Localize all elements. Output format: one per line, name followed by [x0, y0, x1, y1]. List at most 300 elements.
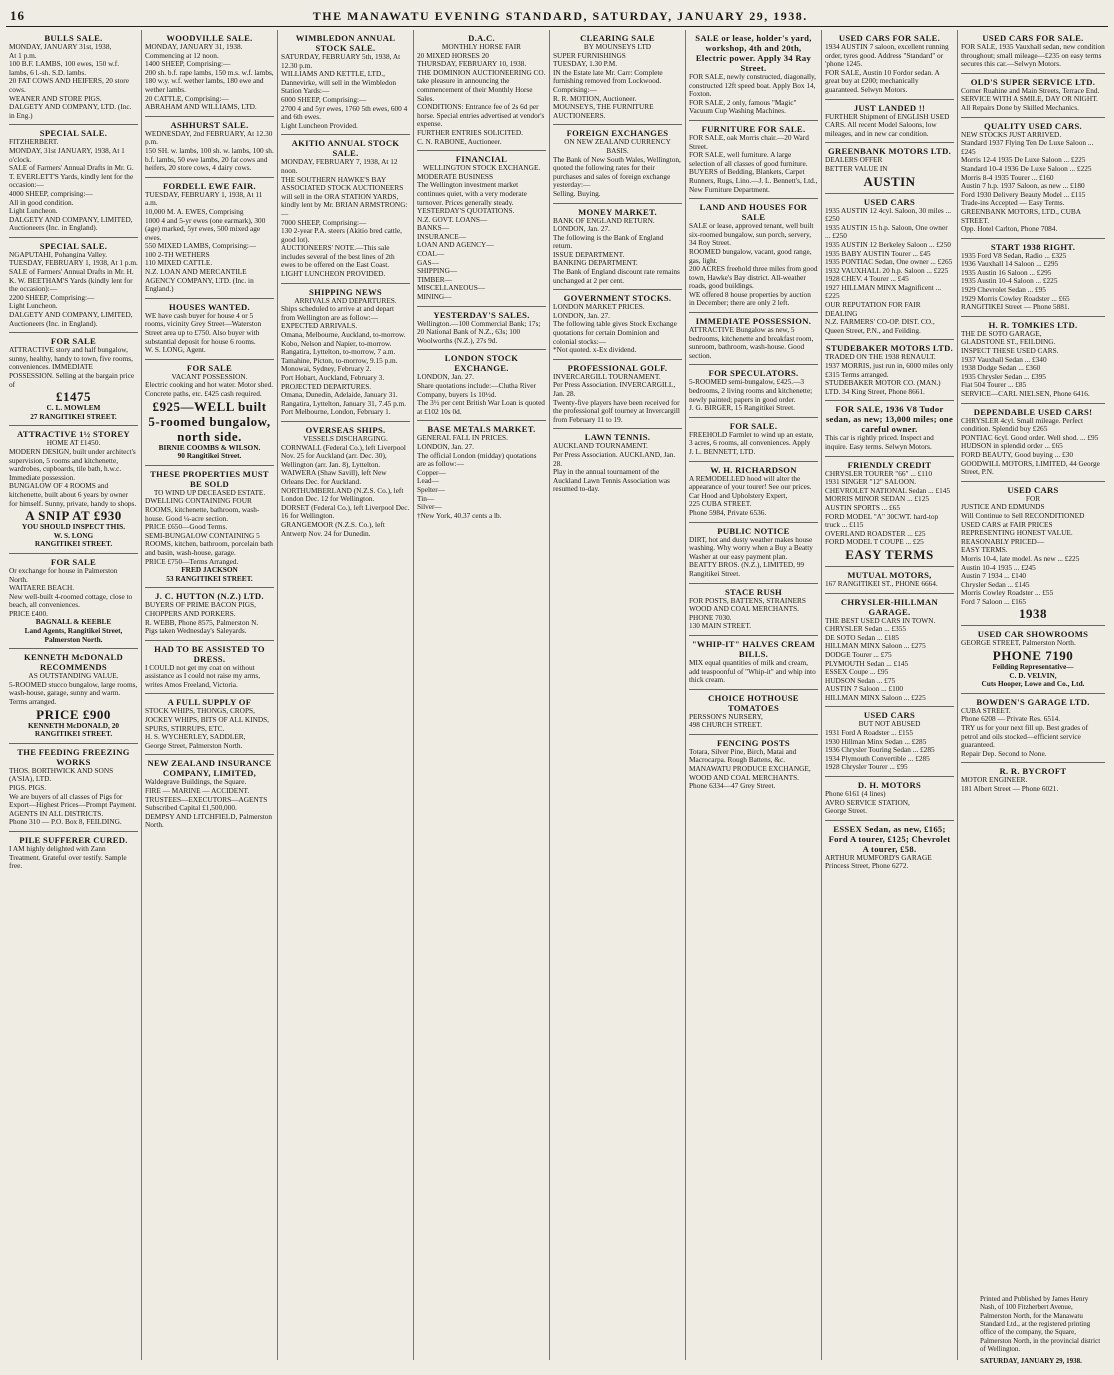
ad-text-line: WEDNESDAY, 2nd FEBRUARY, At 12.30 p.m.	[145, 128, 273, 147]
ad-text-line: DE SOTO Sedan ... £185	[825, 632, 899, 642]
ad-text-line: Standard 1937 Flying Ten De Luxe Saloon ... £245	[961, 138, 1094, 156]
ad-text-line: N.Z. LOAN AND MERCANTILE AGENCY COMPANY, LTD. (Inc. in England.)	[145, 267, 254, 294]
ad-text-line: DEALERS OFFER	[825, 155, 883, 165]
ad-text-line: Ford 1930 Delivery Beauty Model ... £115	[961, 189, 1086, 199]
ad-text-line: 1935 AUSTIN 12 Berkeley Saloon ... £250	[825, 239, 951, 249]
ad-text-line: SALE or lease, approved tenant, well built six-roomed bungalow, sun porch, servery, 34 Roy Street.	[689, 221, 814, 248]
column-container	[6, 30, 1108, 1360]
classified-ad	[689, 199, 818, 313]
ad-heading: ESSEX Sedan, as new, £165; Ford A tourer, £125; Chevrolet A tourer, £58.	[828, 823, 951, 854]
ad-text-line: CHEVROLET NATIONAL Sedan ... £145	[825, 485, 951, 495]
ad-text-line: SUPER FURNISHINGS	[553, 50, 626, 60]
ad-text-line: Pigs taken Wednesday's Saleyards.	[145, 626, 247, 636]
ad-text-line: Morris 12-4 1935 De Luxe Saloon ... £225	[961, 155, 1086, 165]
ad-text-line: LONDON, Jan. 27.	[553, 310, 610, 320]
ad-text-line: The Bank of England discount rate remains unchanged at 2 per cent.	[553, 267, 680, 285]
ad-text-line: Fiat 504 Tourer ... £85	[961, 380, 1027, 390]
ad-text-line: Morris 8-4 1935 Tourer ... £160	[961, 172, 1054, 182]
ad-text-line: MODERATE BUSINESS	[417, 171, 494, 181]
ad-text-line: 2700 4 and 5yr ewes, 1760 5th ewes, 600 4 and 6th ewes.	[281, 103, 408, 122]
ad-heading: WOODVILLE SALE.	[166, 33, 253, 43]
classified-ad	[9, 238, 138, 333]
ad-subheading: AS OUTSTANDING VALUE.	[28, 671, 119, 681]
ad-text-line: I AM highly delighted with Zann Treatment. Grateful over testify. Sample free.	[9, 843, 127, 871]
ad-text-line: We are buyers of all classes of Pigs for Export—Highest Prices—Prompt Payment.	[9, 791, 137, 810]
ad-heading: JUST LANDED !!	[853, 102, 926, 113]
ad-text-line: MINING—	[417, 292, 452, 302]
ad-heading: LONDON STOCK EXCHANGE.	[444, 353, 519, 374]
classified-ad	[145, 299, 274, 360]
ad-text-line: JUSTICE AND EDMUNDS	[961, 502, 1045, 512]
ad-text-line: Phone 310 — P.O. Box 8, FEILDING.	[9, 817, 122, 827]
ad-heading: THE FEEDING FREEZING WORKS	[17, 746, 130, 767]
ad-text-line: GEORGE STREET, Palmerston North.	[961, 638, 1076, 648]
ad-text-line: COAL—	[417, 249, 445, 259]
ad-heading: STUDEBAKER MOTORS LTD.	[825, 343, 954, 354]
ad-text-line: Ships scheduled to arrive at and depart from Wellington are as follow:—	[281, 304, 395, 322]
ad-text-line: Waldegrave Buildings, the Square.	[145, 777, 247, 787]
ad-text-line: 4000 SHEEP, comprising:—	[9, 188, 93, 198]
ad-text-line: FURTHER ENTRIES SOLICITED.	[417, 127, 523, 137]
imprint-text: Printed and Published by James Henry Nash, of 100 Fitzherbert Avenue, Palmerston North, for the Manawatu Standard Ltd., at the registered printing office of the company, the Square, Palmerston North, in the provincial district of Wellington.	[980, 1294, 1101, 1354]
classified-ad	[553, 290, 682, 360]
ad-text-line: 20 CATTLE, Comprising:—	[145, 93, 229, 103]
classified-ad	[961, 763, 1105, 797]
classified-ad	[825, 457, 954, 567]
ad-text-line: FOR SALE, newly constructed, diagonally, constructed 12ft speed boat. Apply Box 14, Foxton.	[689, 72, 817, 99]
ad-text-line: PLYMOUTH Sedan ... £145	[825, 658, 909, 668]
ad-heading: FOR SALE	[50, 336, 97, 347]
ad-text-line: Twenty-five players have been received for the professional golf tourney at Invercargill from February 11 to 19.	[553, 397, 680, 424]
ad-text-line: NGAPUTAHI, Pohangina Valley.	[9, 249, 108, 259]
ad-text-line: Rangatira, Lyttelton, to-morrow, 7 a.m.	[281, 347, 396, 357]
ad-heading: SHIPPING NEWS	[309, 286, 382, 297]
ad-text-line: Morris 10-4, late model. As new ... £225	[961, 553, 1080, 563]
ad-text-line: GENERAL FALL IN PRICES.	[417, 433, 508, 443]
classified-ad	[417, 151, 546, 307]
ad-heading: FOR SALE	[186, 362, 233, 373]
ad-text-line: THURSDAY, FEBRUARY 10, 1938.	[417, 59, 527, 69]
ad-text-line: WEANER AND STORE PIGS.	[9, 93, 102, 103]
classified-ad	[961, 404, 1105, 482]
ad-text-line: Rangatira, Lyttelton, January 31, 7.45 p.m.	[281, 398, 407, 408]
ad-text-line: ABRAHAM AND WILLIAMS, LTD.	[145, 102, 257, 112]
ad-text-line: All Repairs Done by Skilled Mechanics.	[961, 102, 1079, 112]
ad-text-line: GLADSTONE ST., FEILDING.	[961, 337, 1056, 347]
ad-text-line: INVERCARGILL TOURNAMENT.	[553, 371, 661, 381]
ad-heading: FINANCIAL	[455, 154, 508, 165]
classified-ad	[553, 125, 682, 203]
ad-text-line: THE DOMINION AUCTIONEERING CO. take pleasure in announcing the commencement of their Monthly Horse Sales.	[417, 67, 546, 103]
classified-ad	[825, 340, 954, 401]
ad-text-line: CONDITIONS: Entrance fee of 2s 6d per horse. Special entries advertised at vendor's expense.	[417, 102, 545, 129]
ad-heading: FOREIGN EXCHANGES	[566, 128, 669, 139]
ad-text-line: Austin 7 1934 ... £140	[961, 571, 1027, 581]
ad-subheading: VACANT POSSESSION.	[171, 371, 248, 381]
ad-text-line: NEW STOCKS JUST ARRIVED.	[961, 129, 1062, 139]
ad-heading: USED CARS	[863, 196, 916, 207]
newspaper-column-5	[550, 30, 686, 1360]
ad-subheading: BY MOUNSEYS LTD	[583, 42, 652, 51]
ad-heading: GOVERNMENT STOCKS.	[563, 293, 672, 304]
ad-text-line: W. S. LONG, Agent.	[145, 345, 206, 355]
classified-ad	[825, 594, 954, 708]
ad-text-line: PHONE 7030.	[689, 612, 732, 622]
classified-ad	[689, 121, 818, 199]
classified-ad	[145, 755, 274, 834]
ad-text-line: SEMI-BUNGALOW CONTAINING 5 ROOMS, kitchen, bathroom, porcelain bath and basin, wash-house, garage.	[145, 530, 273, 557]
ad-text-line: George Street, Palmerston North.	[145, 740, 243, 750]
ad-text-line: 110 MIXED CATTLE.	[145, 258, 213, 268]
classified-ad	[145, 117, 274, 178]
ad-heading: GREENBANK MOTORS LTD.	[827, 146, 952, 157]
ad-heading: J. C. HUTTON (N.Z.) LTD.	[155, 591, 264, 602]
ad-subheading: WELLINGTON STOCK EXCHANGE.	[422, 163, 541, 173]
classified-ad	[9, 333, 138, 426]
newspaper-column-6	[686, 30, 822, 1360]
ad-text-line: Repair Dep. Second to None.	[961, 748, 1047, 758]
ad-text-line: R. R. MOTION, Auctioneer.	[553, 93, 637, 103]
ad-text-line: PRICE £650—Good Terms.	[145, 522, 228, 532]
ad-text-line: Share quotations include:—Clutha River Company, buyers 1s 10½d.	[417, 381, 536, 399]
ad-heading: USED CARS	[1007, 484, 1059, 495]
ad-text-line: 1928 Chrysler Tourer ... £95	[825, 762, 908, 772]
ad-text-line: 1929 Morris Cowley Roadster ... £65	[961, 293, 1070, 303]
ad-text-line: Wellington.—100 Commercial Bank; 17s; 20 National Bank of N.Z., 63s; 100 Woolworths (N.Z.), 27s 9d.	[417, 318, 541, 345]
ad-text-line: 200 ACRES freehold three miles from good town, Hawke's Bay district. All-weather roads, good buildings.	[689, 264, 818, 291]
ad-text-line: 550 MIXED LAMBS, Comprising:—	[145, 241, 257, 251]
ad-text-line: N.Z. FARMERS' CO-OP. DIST. CO.,	[825, 317, 935, 327]
ad-display-text: PHONE 7190	[992, 648, 1074, 664]
classified-ad	[689, 523, 818, 584]
ad-text-line: R. WEBB, Phone 8575, Palmerston N.	[145, 617, 259, 627]
ad-heading: W. H. RICHARDSON	[710, 464, 797, 475]
ad-text-line: The following table gives Stock Exchange quotations for certain Dominion and colonial stocks:—	[553, 319, 677, 346]
ad-text-line: FOR SALE, Austin 10 Fordor sedan. A great buy at £200; mechanically guaranteed. Selwyn Motors.	[825, 67, 940, 94]
ad-text-line: ARTHUR MUMFORD'S GARAGE	[825, 852, 932, 862]
ad-text-line: Per Press Association. INVERCARGILL, Jan. 28.	[553, 380, 676, 398]
newspaper-column-7	[822, 30, 958, 1360]
ad-display-text: PRICE £900	[36, 706, 111, 722]
ad-text-line: 1928 CHEV. 4 Tourer ... £45	[825, 274, 909, 284]
classified-ad	[825, 821, 954, 875]
classified-ad	[689, 690, 818, 735]
ad-heading: QUALITY USED CARS.	[984, 120, 1082, 131]
ad-text-line: Morris Cowley Roadster ... £55	[961, 588, 1054, 598]
ad-text-line: Trade-ins Accepted — Easy Terms.	[961, 198, 1065, 208]
ad-heading: AKITIO ANNUAL STOCK SALE.	[291, 138, 400, 159]
ad-text-line: FIRE — MARINE — ACCIDENT.	[145, 786, 250, 796]
ad-text-line: PRICE £750—Terms Arranged.	[145, 556, 239, 566]
ad-signature: 27 RANGITIKEI STREET.	[30, 411, 117, 421]
classified-ad	[9, 554, 138, 649]
ad-text-line: FREEHOLD Farmlet to wind up an estate, 3 acres, 6 rooms, all conveniences. Apply	[689, 429, 814, 448]
masthead-spacer	[1095, 8, 1104, 24]
ad-text-line: Corner Ruahine and Main Streets, Terrace End.	[961, 85, 1100, 95]
ad-display-text: A SNIP AT £930	[25, 508, 122, 524]
ad-text-line: Tamahine, Picton, to-morrow, 9.15 p.m.	[281, 355, 398, 365]
ad-heading: SPECIAL SALE.	[39, 128, 108, 139]
ad-text-line: Phone 6334—47 Grey Street.	[689, 781, 776, 791]
classified-ad	[825, 194, 954, 341]
ad-heading: FORDELL EWE FAIR.	[162, 180, 257, 191]
ad-text-line: AGENTS IN ALL DISTRICTS.	[9, 808, 104, 818]
masthead	[6, 8, 1108, 27]
ad-text-line: 181 Albert Street — Phone 6021.	[961, 784, 1059, 793]
ad-text-line: YESTERDAY'S QUOTATIONS.	[417, 206, 515, 216]
ad-heading: "WHIP-IT" HALVES CREAM BILLS.	[691, 638, 816, 659]
ad-text-line: TRY us for your next fill up. Best grades of petrol and oils stocked—efficient service guaranteed.	[961, 723, 1089, 750]
ad-text-line: 5-ROOMED stucco bungalow, large rooms, wash-house, garage, sunny and warm. Terms arranged.	[9, 679, 138, 707]
classified-ad	[825, 707, 954, 777]
ad-text-line: Selling. Buying.	[553, 188, 601, 198]
classified-ad	[145, 641, 274, 695]
ad-text-line: FOR SALE, 1935 Vauxhall sedan, new condition throughout; small mileage—£235 on easy terms secures this car.—Selwyn Motors.	[961, 42, 1105, 69]
ad-text-line: MONDAY, 31st JANUARY, 1938, At 1 o'clock.	[9, 145, 125, 164]
ad-signature: BIRNIE COOMBS & WILSON.	[158, 442, 261, 452]
classified-ad	[689, 30, 818, 121]
ad-signature: RANGITIKEI STREET.	[34, 539, 113, 549]
ad-text-line: 1934 AUSTIN 7 saloon, excellent running order, tyres good. Address "Standard" or 'phone 1245.	[825, 42, 949, 69]
ad-heading: PUBLIC NOTICE	[717, 525, 790, 536]
ad-text-line: MONDAY, JANUARY 31st, 1938,	[9, 42, 112, 51]
ad-heading: USED CAR SHOWROOMS	[977, 629, 1089, 640]
ad-text-line: Or exchange for house in Palmerston North.	[9, 565, 118, 584]
classified-ad	[825, 401, 954, 456]
ad-signature: W. S. LONG	[53, 530, 94, 540]
ad-text-line: 1927 HILLMAN MINX Magnificent ... £225	[825, 282, 942, 301]
ad-text-line: AUSTIN SPORTS ... £65	[825, 502, 900, 512]
ad-text-line: LONDON, Jan. 27.	[553, 224, 610, 234]
classified-ad	[145, 588, 274, 640]
ad-text-line: NORTHUMBERLAND (N.Z.S. Co.), left London Dec. 12 for Wellington.	[281, 485, 404, 504]
ad-heading: SPECIAL SALE.	[39, 240, 108, 251]
ad-text-line: EASY TERMS.	[961, 545, 1008, 555]
ad-text-line: WE have cash buyer for house 4 or 5 rooms, vicinity Grey Street—Waterston Street area up to £750. Also buyer with substantial deposit for house 6 rooms.	[145, 310, 262, 346]
ad-signature: FRED JACKSON	[181, 565, 238, 575]
ad-heading: DEPENDABLE USED CARS!	[973, 406, 1093, 417]
ad-text-line: Phone 5984, Private 6536.	[689, 507, 767, 517]
ad-subheading: BUT NOT ABUSED	[858, 719, 921, 729]
classified-ad	[9, 832, 138, 875]
ad-text-line: DODGE Tourer ... £75	[825, 649, 892, 659]
ad-heading: MONEY MARKET.	[578, 206, 657, 217]
classified-ad	[9, 744, 138, 832]
classified-ad	[689, 462, 818, 523]
ad-text-line: FITZHERBERT.	[9, 137, 59, 147]
classified-ad	[9, 125, 138, 238]
newspaper-column-1	[6, 30, 142, 1360]
ad-signature: BAGNALL & KEEBLE	[35, 617, 112, 627]
ad-signature: C. L. MOWLEM	[46, 403, 101, 413]
newspaper-column-4	[414, 30, 550, 1360]
ad-text-line: INSURANCE—	[417, 231, 467, 241]
ad-text-line: 225 CUBA STREET.	[689, 499, 752, 509]
ad-text-line: WAIWERA (Shaw Savill), left New Orleans Dec. for Auckland.	[281, 468, 387, 486]
ad-text-line: PROJECTED DEPARTURES.	[281, 381, 372, 391]
ad-text-line: Standard 10-4 1936 De Luxe Saloon ... £225	[961, 163, 1092, 173]
classified-ad	[553, 30, 682, 125]
classified-ad	[281, 30, 410, 135]
classified-ad	[961, 694, 1105, 764]
ad-text-line: AUCKLAND TOURNAMENT.	[553, 441, 648, 451]
classified-ad	[553, 204, 682, 291]
ad-text-line: Port Melbourne, London, February 1.	[281, 407, 391, 417]
ad-text-line: SERVICE—CARL NIELSEN, Phone 6416.	[961, 389, 1090, 398]
ad-text-line: ESSEX Coupe ... £95	[825, 667, 889, 677]
ad-text-line: PONTIAC 6cyl. Good order. Well shod. ... £95	[961, 432, 1099, 442]
classified-ad	[417, 421, 546, 524]
ad-subheading: HOME AT £1450.	[46, 438, 101, 448]
ad-text-line: SALE of Farmers' Annual Drafts in Mr. H. K. W. BEETHAM'S Yards (kindly lent for the occasion):—	[9, 267, 134, 294]
ad-heading: FOR SPECULATORS.	[708, 368, 799, 379]
ad-heading: PROFESSIONAL GOLF.	[567, 362, 668, 373]
ad-heading: FOR SALE, 1936 V8 Tudor sedan, as new; 13,000 miles; one careful owner.	[825, 404, 954, 435]
ad-text-line: CORNWALL (Federal Co.), left Liverpool Nov. 25 for Auckland (arr. Dec. 30), Wellington (arr. Jan. 8), Lyttelton.	[281, 442, 406, 469]
ad-heading: CHOICE HOTHOUSE TOMATOES	[708, 692, 799, 713]
ad-text-line: RANGITIKEI Street — Phone 5881.	[961, 302, 1070, 312]
ad-text-line: LONDON MARKET PRICES.	[553, 302, 645, 312]
ad-text-line: 498 CHURCH STREET.	[689, 720, 763, 730]
ad-text-line: 1937 Vauxhall Sedan ... £340	[961, 354, 1047, 364]
ad-text-line: FOR POSTS, BATTENS, STRAINERS	[689, 595, 806, 605]
ad-text-line: J. L. BENNETT, LTD.	[689, 447, 756, 456]
ad-text-line: EXPECTED ARRIVALS.	[281, 321, 358, 331]
ad-text-line: Light Luncheon Provided.	[281, 120, 358, 130]
classified-ad	[9, 426, 138, 554]
ad-text-line: WAITAERE BEACH.	[9, 583, 75, 593]
ad-text-line: DWELLING CONTAINING FOUR ROOMS, kitchenette, bathroom, wash-house. Good ¼-acre section.	[145, 496, 260, 523]
ad-text-line: ATTRACTIVE story and half bungalow, sunny, healthy, handy to town, five rooms, conveniences. IMMEDIATE POSSESSION. Selling at the bargain price of	[9, 345, 135, 389]
ad-text-line: BANKS—	[417, 223, 450, 233]
ad-text-line: ATTRACTIVE Bungalow as new, 5 bedrooms, kitchenette and breakfast room, sunroom, bathroom, wash-house. Good section.	[689, 325, 814, 360]
ad-text-line: FOR SALE, oak Morris chair.—20 Ward Street.	[689, 132, 809, 151]
ad-heading: USED CARS FOR SALE.	[838, 33, 941, 43]
ad-text-line: TRUSTEES—EXECUTORS—AGENTS	[145, 794, 268, 804]
ad-heading: STACE RUSH	[724, 586, 783, 597]
ad-text-line: AVRO SERVICE STATION,	[825, 797, 910, 807]
ad-text-line: GREENBANK MOTORS, LTD., CUBA STREET.	[961, 206, 1081, 225]
ad-text-line: 130 2-year P.A. steers (Akitio bred cattle, good lot).	[281, 226, 402, 244]
ad-text-line: Copper—	[417, 467, 446, 477]
ad-text-line: 167 RANGITIKEI ST., PHONE 6664.	[825, 578, 938, 588]
ad-text-line: INSPECT THESE USED CARS.	[961, 346, 1059, 356]
ad-text-line: MOTOR ENGINEER.	[961, 775, 1028, 785]
ad-heading: NEW ZEALAND INSURANCE COMPANY, LIMITED,	[147, 758, 272, 779]
ad-text-line: 6000 SHEEP, Comprising:—	[281, 94, 367, 104]
ad-text-line: AUCTIONEERS' NOTE.—This sale includes several of the best lines of 2th ewes to be offered on the East Coast.	[281, 243, 395, 270]
ad-text-line: Princess Street, Phone 6272.	[825, 861, 909, 871]
ad-text-line: PERSSON'S NURSERY,	[689, 711, 763, 721]
ad-subheading: FOR	[1025, 493, 1041, 503]
ad-text-line: SHIPPING—	[417, 266, 458, 276]
classified-ad	[145, 30, 274, 117]
ad-text-line: This car is rightly priced. Inspect and inquire. Easy terms. Selwyn Motors.	[825, 433, 934, 451]
classified-ad	[689, 313, 818, 365]
ad-heading: FURNITURE FOR SALE.	[701, 123, 806, 134]
ad-text-line: Lead—	[417, 476, 439, 486]
ad-subheading: TO WIND UP DECEASED ESTATE.	[153, 487, 266, 497]
ad-heading: PILE SUFFERER CURED.	[19, 834, 128, 845]
ad-text-line: FORD MODEL T COUPE ... £25	[825, 537, 924, 547]
ad-text-line: Light Luncheon.	[9, 301, 58, 311]
ad-heading: BULLS SALE.	[44, 33, 103, 43]
ad-heading: IMMEDIATE POSSESSION.	[695, 316, 812, 327]
ad-subheading: MONTHLY HORSE FAIR	[441, 42, 522, 51]
ad-heading: BASE METALS MARKET.	[427, 424, 536, 435]
classified-ad	[553, 429, 682, 498]
ad-heading: FOR SALE.	[729, 420, 778, 431]
ad-text-line: 10,000 M. A. EWES, Comprising	[145, 206, 244, 216]
classified-ad	[825, 567, 954, 594]
ad-text-line: WE offered 8 house properties by auction in December; there are only 2 left.	[689, 289, 811, 308]
ad-text-line: 1938 Dodge Sedan ... £360	[961, 363, 1041, 373]
classified-ad	[825, 30, 954, 100]
ad-text-line: Totara, Silver Pine, Birch, Matai and Macrocarpa. Rough Battens, &c.	[689, 746, 797, 765]
ad-text-line: SATURDAY, FEBRUARY 5th, 1938, At 12.30 p.m.	[281, 52, 401, 70]
ad-text-line: HUDSON in splendid order ... £65	[961, 441, 1063, 451]
ad-heading: YESTERDAY'S SALES.	[433, 309, 530, 320]
ad-text-line: 1935 Austin 16 Saloon ... £295	[961, 267, 1052, 277]
ad-heading: START 1938 RIGHT.	[990, 241, 1076, 252]
ad-text-line: C. N. RABONE, Auctioneer.	[417, 136, 502, 146]
ad-text-line: The 3½ per cent British War Loan is quoted at £102 10s 0d.	[417, 398, 545, 416]
ad-text-line: 130 MAIN STREET.	[689, 621, 752, 631]
ad-heading: CLEARING SALE	[580, 33, 655, 43]
ad-text-line: DEMPSY AND LITCHFIELD, Palmerston North.	[145, 811, 273, 830]
ad-text-line: WOOD AND COAL MERCHANTS.	[689, 772, 799, 782]
ad-text-line: BUYERS OF PRIME BACON PIGS, CHOPPERS AND PORKERS.	[145, 600, 256, 618]
ad-text-line: Queen Street, P.N., and Feilding.	[825, 325, 921, 335]
ad-text-line: Will Continue to Sell RECONDITIONED USED CARS at FAIR PRICES REPRESENTING HONEST VALUE.	[961, 510, 1085, 538]
ad-text-line: I COULD not get my coat on without assistance as I could not raise my arms, writes Amos Freeland, Victoria.	[145, 662, 261, 689]
ad-text-line: 1934 Plymouth Convertible ... £285	[825, 753, 930, 763]
classified-ad	[553, 360, 682, 430]
ad-text-line: †New York, 40.37 cents a lb.	[417, 510, 502, 520]
ad-text-line: 7000 SHEEP, Comprising:—	[281, 217, 367, 227]
ad-text-line: SERVICE WITH A SMILE, DAY OR NIGHT.	[961, 94, 1098, 104]
ad-text-line: DALGETY AND COMPANY, LIMITED, Auctioneers (Inc. in England).	[9, 214, 133, 233]
ad-text-line: The Bank of New South Wales, Wellington, quoted the following rates for their purchases and sales of foreign exchange yesterday:—	[553, 154, 681, 190]
classified-ad	[417, 30, 546, 151]
classified-ad	[689, 584, 818, 636]
ad-heading: MUTUAL MOTORS,	[847, 569, 932, 580]
ad-text-line: THE DE SOTO GARAGE,	[961, 328, 1042, 338]
imprint-dateline: SATURDAY, JANUARY 29, 1938.	[980, 1356, 1082, 1365]
ad-text-line: LONDON, Jan. 27.	[417, 441, 474, 451]
ad-signature: Feilding Representative—	[992, 662, 1074, 672]
ad-heading: WIMBLEDON ANNUAL STOCK SALE.	[295, 33, 396, 53]
ad-heading: FOR SALE	[50, 556, 97, 567]
ad-text-line: All in good condition.	[9, 197, 74, 207]
ad-text-line: GAS—	[417, 257, 439, 267]
classified-ad	[417, 350, 546, 421]
ad-text-line: OUR REPUTATION FOR FAIR DEALING	[825, 300, 921, 318]
classified-ad	[281, 135, 410, 283]
ad-heading: BOWDEN'S GARAGE LTD.	[976, 696, 1090, 707]
ad-text-line: FOR SALE, 2 only, famous "Magic" Vacuum Cup Washing Machines.	[689, 97, 797, 116]
ad-subheading: ARRIVALS AND DEPARTURES.	[294, 295, 397, 305]
ad-text-line: Phone 6208 — Private Res. 6514.	[961, 714, 1061, 724]
ad-text-line: 1931 SINGER "12" SALOON.	[825, 477, 917, 487]
ad-text-line: FORD MODEL "A" 30CWT. hard-top truck ... £115	[825, 511, 939, 530]
ad-text-line: GRANGEMOOR (N.Z.S. Co.), left Antwerp Nov. 24 for Dunedin.	[281, 519, 385, 538]
ad-text-line: Electric cooking and hot water. Motor shed. Concrete paths, etc. £425 cash required.	[145, 380, 274, 398]
ad-text-line: TUESDAY, FEBRUARY 1, 1938, At 11 a.m.	[145, 189, 263, 208]
ad-text-line: FOR SALE, well furniture. A large selection of all classes of good furniture.	[689, 150, 808, 168]
ad-text-line: TIMBER—	[417, 274, 452, 284]
ad-text-line: 5-ROOMED semi-bungalow, £425.—3 bedrooms, 2 living rooms and kitchenette; newly painted; papers in good order.	[689, 377, 813, 404]
